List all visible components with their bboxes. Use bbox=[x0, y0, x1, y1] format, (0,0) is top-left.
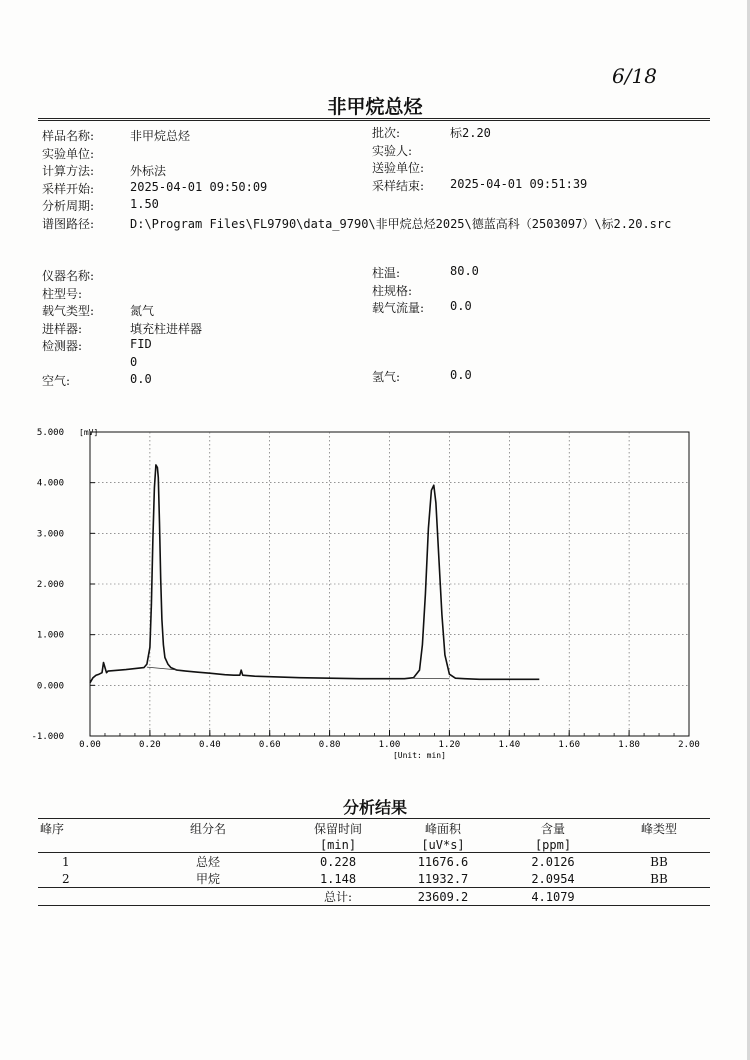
header-peak-type: 峰类型 bbox=[640, 822, 677, 836]
cell-retention-time: 1.148 bbox=[319, 871, 357, 886]
unit-retention-time: [min] bbox=[319, 837, 357, 852]
info-value: 填充柱进样器 bbox=[130, 321, 203, 336]
info-label: 采样开始: bbox=[42, 181, 95, 196]
results-header-row bbox=[38, 820, 710, 837]
info-label: 进样器: bbox=[42, 321, 83, 336]
header-peak-area: 峰面积 bbox=[424, 822, 461, 836]
results-table bbox=[38, 820, 710, 906]
info-label: 载气类型: bbox=[42, 304, 95, 318]
results-units-row bbox=[38, 837, 710, 853]
title-rule bbox=[38, 118, 710, 121]
unit-cell bbox=[608, 837, 710, 853]
cell-peak-type: BB bbox=[650, 871, 668, 886]
info-label: 样品名称: bbox=[42, 129, 95, 143]
x-tick-label: 1.80 bbox=[618, 740, 640, 750]
info-value: 1.50 bbox=[130, 197, 159, 211]
info-label: 仪器名称: bbox=[42, 269, 95, 283]
cell-content: 2.0126 bbox=[531, 854, 575, 869]
cell-component: 总烃 bbox=[195, 855, 220, 869]
y-tick-label: 5.000 bbox=[36, 428, 64, 438]
y-tick-label: -1.000 bbox=[31, 732, 64, 742]
header-content: 含量 bbox=[540, 822, 565, 836]
cell-peak-type: BB bbox=[650, 854, 668, 869]
x-tick-label: 2.00 bbox=[678, 740, 700, 750]
x-tick-label: 0.20 bbox=[139, 740, 161, 750]
chromatogram-chart bbox=[0, 410, 750, 760]
info-value: 2025-04-01 09:51:39 bbox=[450, 176, 588, 191]
header-peak-no: 峰序 bbox=[40, 822, 65, 836]
results-title: 分析结果 bbox=[342, 798, 407, 817]
unit-peak-area: [uV*s] bbox=[421, 837, 465, 852]
info-label: 送验单位: bbox=[372, 161, 425, 175]
info-value: 外标法 bbox=[130, 164, 167, 178]
x-tick-label: 0.80 bbox=[318, 740, 341, 750]
results-total-row bbox=[38, 888, 710, 906]
x-tick-label: 1.20 bbox=[438, 740, 461, 750]
info-label: 采样结束: bbox=[372, 178, 425, 193]
x-tick-label: 1.40 bbox=[498, 740, 521, 750]
info-value: 氮气 bbox=[130, 304, 155, 318]
info-label: 实验人: bbox=[372, 143, 413, 158]
info-label: 柱温: bbox=[372, 266, 401, 280]
info-label: 实验单位: bbox=[42, 146, 95, 161]
y-tick-label: 0.000 bbox=[36, 681, 64, 692]
y-tick-label: 2.000 bbox=[36, 580, 64, 590]
info-label: 批次: bbox=[372, 126, 401, 140]
y-tick-label: 4.000 bbox=[36, 478, 64, 489]
info-label: 空气: bbox=[42, 374, 71, 388]
cell-retention-time: 0.228 bbox=[319, 854, 357, 869]
x-tick-label: 0.40 bbox=[198, 740, 221, 750]
y-tick-label: 1.000 bbox=[36, 630, 64, 641]
header-component: 组分名 bbox=[189, 822, 226, 836]
total-cell bbox=[38, 888, 128, 906]
info-label: 载气流量: bbox=[372, 301, 425, 315]
info-value: FID bbox=[130, 337, 152, 351]
y-tick-label: 3.000 bbox=[36, 529, 64, 540]
info-label: 谱图路径: bbox=[42, 216, 95, 231]
unit-cell bbox=[128, 837, 288, 853]
total-cell bbox=[128, 888, 288, 906]
info-value: 0.0 bbox=[130, 372, 152, 386]
info-label: 氢气: bbox=[372, 370, 401, 384]
unit-content: [ppm] bbox=[534, 837, 572, 852]
cell-peak-area: 11932.7 bbox=[417, 871, 469, 886]
results-top-rule bbox=[38, 818, 710, 819]
info-value: 标2.20 bbox=[450, 126, 491, 140]
info-value: 80.0 bbox=[450, 264, 479, 278]
x-axis-label: [Unit: min] bbox=[392, 751, 446, 760]
x-tick-label: 0.00 bbox=[79, 740, 101, 750]
info-value: 非甲烷总烃 bbox=[130, 129, 191, 143]
cell-peak-area: 11676.6 bbox=[417, 854, 469, 869]
table-row bbox=[38, 853, 710, 871]
total-peak-area: 23609.2 bbox=[417, 889, 469, 904]
cell-component: 甲烷 bbox=[195, 872, 220, 886]
page-number-handwritten: 6/18 bbox=[612, 64, 657, 88]
info-label: 计算方法: bbox=[42, 164, 95, 178]
total-label: 总计: bbox=[323, 890, 353, 904]
x-tick-label: 1.60 bbox=[558, 740, 581, 750]
x-tick-label: 0.60 bbox=[258, 740, 281, 750]
cell-content: 2.0954 bbox=[531, 871, 575, 886]
total-content: 4.1079 bbox=[531, 889, 575, 904]
x-tick-label: 1.00 bbox=[378, 740, 401, 750]
header-retention-time: 保留时间 bbox=[313, 822, 362, 836]
unit-cell bbox=[38, 837, 128, 853]
chromatogram-trace bbox=[90, 465, 539, 683]
info-label: 柱型号: bbox=[42, 286, 83, 301]
cell-peak-no: 2 bbox=[62, 871, 70, 886]
peak-baseline bbox=[413, 678, 449, 679]
info-value: D:\Program Files\FL9790\data_9790\非甲烷总烃2025\德蓝高科（2503097）\标2.20.src bbox=[130, 216, 672, 231]
table-row bbox=[38, 870, 710, 888]
info-label: 分析周期: bbox=[42, 199, 95, 213]
total-cell bbox=[608, 888, 710, 906]
info-value: 0 bbox=[130, 354, 138, 369]
info-value: 0.0 bbox=[450, 368, 472, 382]
info-value: 2025-04-01 09:50:09 bbox=[130, 179, 268, 194]
cell-peak-no: 1 bbox=[62, 854, 70, 869]
info-label: 检测器: bbox=[42, 339, 83, 353]
info-value: 0.0 bbox=[450, 299, 472, 313]
page-title: 非甲烷总烃 bbox=[327, 96, 423, 118]
y-unit-label: [mV] bbox=[79, 428, 99, 437]
info-label: 柱规格: bbox=[372, 283, 413, 298]
